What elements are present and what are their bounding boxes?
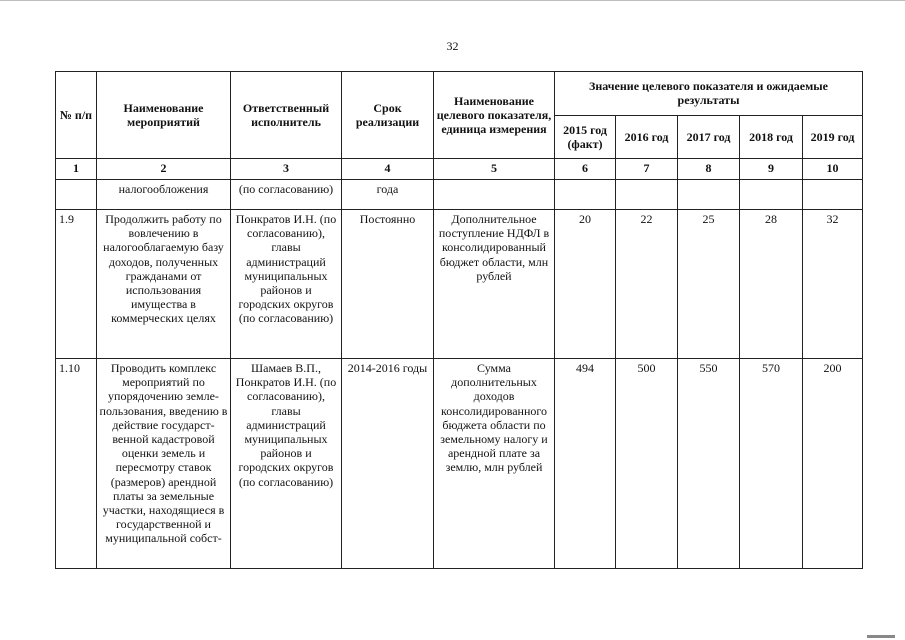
cell-value: 20	[555, 210, 616, 359]
cell-event: налогообложения	[97, 180, 231, 210]
cell-value	[803, 180, 863, 210]
header-event: Наименование мероприятий	[97, 72, 231, 159]
cell-value: 22	[616, 210, 678, 359]
top-rule	[0, 0, 905, 1]
cell-value: 500	[616, 359, 678, 569]
cell-term: 2014-2016 годы	[342, 359, 434, 569]
column-number: 5	[434, 159, 555, 180]
cell-value: 28	[740, 210, 803, 359]
cell-value: 550	[678, 359, 740, 569]
cell-value	[616, 180, 678, 210]
measures-table	[55, 71, 863, 569]
cell-num: 1.10	[56, 359, 97, 569]
cell-value	[740, 180, 803, 210]
cell-term: года	[342, 180, 434, 210]
cell-num	[56, 180, 97, 210]
header-year: 2018 год	[740, 115, 803, 159]
column-number: 1	[56, 159, 97, 180]
page-number: 32	[446, 39, 459, 53]
cell-indicator: Сумма дополнительных доходов консолидированного бюджета области по земельному налогу и арендной плате за землю, млн рублей	[434, 359, 555, 569]
column-number: 9	[740, 159, 803, 180]
cell-value: 494	[555, 359, 616, 569]
cell-indicator: Дополнительное поступление НДФЛ в консолидированный бюджет области, млн рублей	[434, 210, 555, 359]
header-indicator: Наименование целевого показателя, единица измерения	[434, 72, 555, 159]
header-year: 2015 год (факт)	[555, 115, 616, 159]
cell-value	[555, 180, 616, 210]
column-number: 7	[616, 159, 678, 180]
cell-value	[678, 180, 740, 210]
cell-responsible: Шамаев В.П., Понкратов И.Н. (по согласованию), главы администраций муниципальных районов и городских округов (по согласованию)	[231, 359, 342, 569]
column-number: 3	[231, 159, 342, 180]
column-number: 10	[803, 159, 863, 180]
header-year: 2017 год	[678, 115, 740, 159]
cell-responsible: (по согласованию)	[231, 180, 342, 210]
header-responsible: Ответственный исполнитель	[231, 72, 342, 159]
cell-event: Продолжить работу по вовлечению в налогооблагаемую базу доходов, полученных гражданами от использования имущества в коммерческих целях	[97, 210, 231, 359]
column-number: 8	[678, 159, 740, 180]
cell-event: Проводить комплекс мероприятий по упорядочению земле-пользования, введению в действие государст-венной кадастровой оценки земель и пересмотру ставок (размеров) арендной платы за земельные участки, находящиеся в государственной и муниципальной собст-	[97, 359, 231, 569]
cell-value: 570	[740, 359, 803, 569]
column-number: 4	[342, 159, 434, 180]
column-number: 6	[555, 159, 616, 180]
header-num: № п/п	[56, 72, 97, 159]
header-year: 2019 год	[803, 115, 863, 159]
header-term: Срок реализации	[342, 72, 434, 159]
header-year: 2016 год	[616, 115, 678, 159]
cell-num: 1.9	[56, 210, 97, 359]
cell-responsible: Понкратов И.Н. (по согласованию), главы администраций муниципальных районов и городских округов (по согласованию)	[231, 210, 342, 359]
cell-value: 200	[803, 359, 863, 569]
column-number-row	[56, 159, 863, 180]
cell-term: Постоянно	[342, 210, 434, 359]
table-row	[56, 359, 863, 569]
table-row	[56, 210, 863, 359]
cell-value: 32	[803, 210, 863, 359]
scan-artifact	[867, 635, 895, 638]
cell-indicator	[434, 180, 555, 210]
header-row-1	[56, 72, 863, 116]
header-target-values: Значение целевого показателя и ожидаемые результаты	[555, 72, 863, 116]
table-row-continuation	[56, 180, 863, 210]
column-number: 2	[97, 159, 231, 180]
cell-value: 25	[678, 210, 740, 359]
